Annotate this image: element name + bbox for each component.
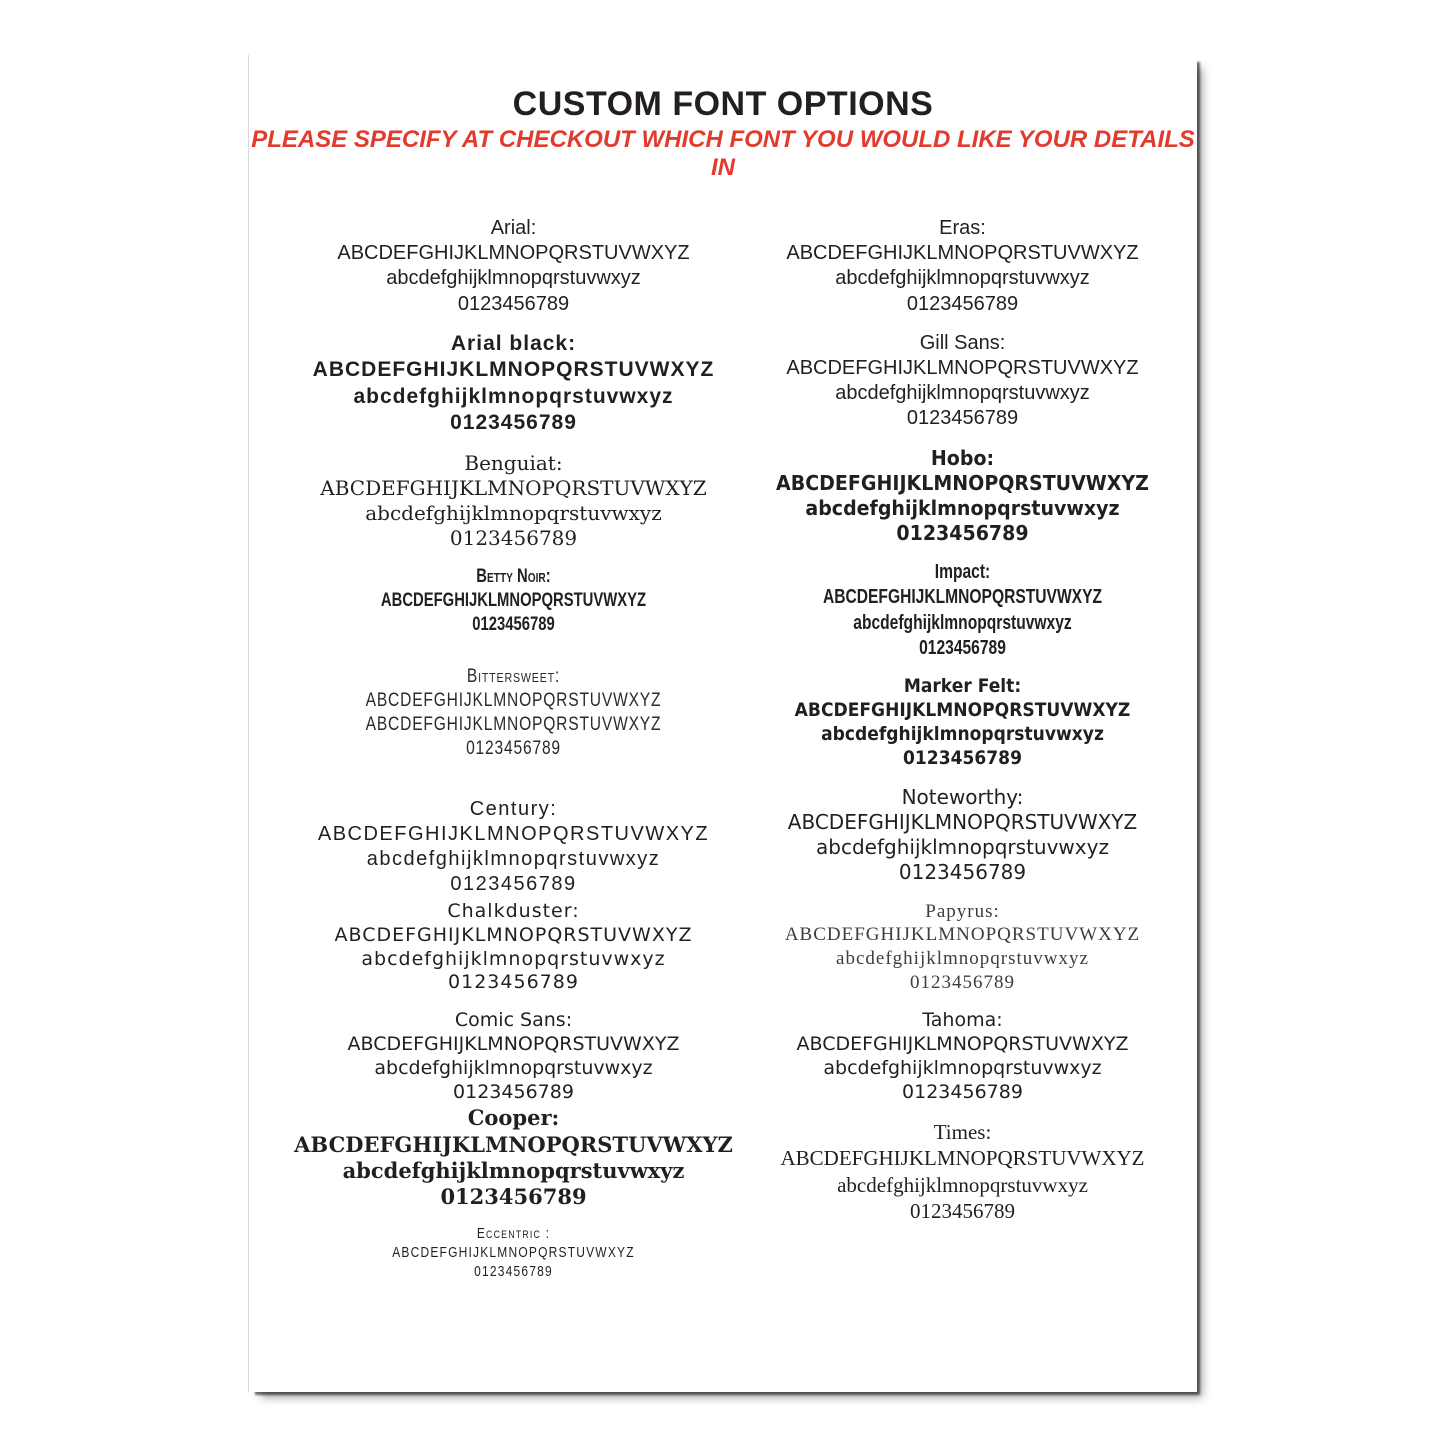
font-columns bbox=[249, 216, 1197, 1282]
font-sample-arial bbox=[289, 216, 738, 317]
font-sample-line: abcdefghijklmnopqrstuvwxyz bbox=[816, 835, 1109, 860]
page-subtitle: PLEASE SPECIFY AT CHECKOUT WHICH FONT YOU WOULD LIKE YOUR DETAILS IN bbox=[251, 126, 1195, 181]
font-sample-eras bbox=[738, 216, 1187, 317]
font-sample-times bbox=[738, 1119, 1187, 1225]
font-sample-lines bbox=[738, 471, 1187, 547]
font-name-label: Gill Sans: bbox=[919, 331, 1006, 354]
font-sample-noteworthy bbox=[738, 785, 1187, 886]
font-sample-lines bbox=[289, 689, 738, 761]
font-sample-line: abcdefghijklmnopqrstuvwxyz bbox=[361, 947, 666, 970]
font-sample-line: 0123456789 bbox=[448, 971, 579, 994]
font-name-label: Bittersweet: bbox=[466, 666, 561, 688]
font-sample-line: ABCDEFGHIJKLMNOPQRSTUVWXYZ bbox=[294, 1131, 733, 1157]
font-sample-line: 0123456789 bbox=[474, 1262, 553, 1280]
font-sample-line: ABCDEFGHIJKLMNOPQRSTUVWXYZ bbox=[380, 590, 647, 612]
font-sample-marker-felt bbox=[738, 675, 1187, 771]
font-name-label: Eccentric : bbox=[476, 1224, 551, 1242]
font-sample-line: ABCDEFGHIJKLMNOPQRSTUVWXYZ bbox=[787, 809, 1138, 834]
font-sample-hobo bbox=[738, 446, 1187, 547]
font-sample-line: ABCDEFGHIJKLMNOPQRSTUVWXYZ bbox=[312, 358, 715, 382]
font-sample-lines bbox=[738, 356, 1187, 432]
font-sample-line: abcdefghijklmnopqrstuvwxyz bbox=[366, 848, 661, 871]
font-name-label: Benguiat: bbox=[464, 450, 563, 475]
font-sample-line: abcdefghijklmnopqrstuvwxyz bbox=[821, 722, 1104, 745]
font-sample-benguiat bbox=[289, 451, 738, 552]
font-sample-line: 0123456789 bbox=[472, 614, 555, 636]
font-name-label: Arial: bbox=[490, 217, 537, 239]
font-sample-gill-sans bbox=[738, 331, 1187, 432]
font-sample-line: abcdefghijklmnopqrstuvwxyz bbox=[835, 382, 1090, 405]
font-sample-line: ABCDEFGHIJKLMNOPQRSTUVWXYZ bbox=[786, 356, 1139, 379]
font-name-label: Marker Felt: bbox=[903, 675, 1022, 697]
font-sample-lines bbox=[289, 924, 738, 996]
font-name-label: Arial black: bbox=[450, 331, 577, 355]
font-name-label: Comic Sans: bbox=[454, 1009, 573, 1032]
font-sample-line: ABCDEFGHIJKLMNOPQRSTUVWXYZ bbox=[822, 586, 1103, 609]
font-sample-line: 0123456789 bbox=[906, 407, 1019, 430]
document-page bbox=[248, 55, 1197, 1392]
font-sample-bittersweet bbox=[289, 665, 738, 761]
font-sample-line: abcdefghijklmnopqrstuvwxyz bbox=[342, 1158, 685, 1184]
font-sample-line: 0123456789 bbox=[440, 1184, 587, 1210]
font-sample-line: abcdefghijklmnopqrstuvwxyz bbox=[836, 948, 1089, 970]
font-sample-line: 0123456789 bbox=[457, 292, 570, 315]
font-sample-line: abcdefghijklmnopqrstuvwxyz bbox=[835, 267, 1090, 290]
font-name-label: Impact: bbox=[934, 561, 991, 584]
font-name-label: Times: bbox=[933, 1120, 992, 1144]
font-name-label: Chalkduster: bbox=[447, 899, 580, 922]
font-sample-lines bbox=[738, 699, 1187, 771]
font-sample-line: abcdefghijklmnopqrstuvwxyz bbox=[365, 500, 662, 525]
font-sample-lines bbox=[738, 810, 1187, 886]
font-sample-line: 0123456789 bbox=[450, 411, 577, 435]
font-sample-papyrus bbox=[738, 900, 1187, 996]
font-sample-lines bbox=[289, 1132, 738, 1211]
font-sample-line: abcdefghijklmnopqrstuvwxyz bbox=[374, 1057, 653, 1080]
font-sample-line: ABCDEFGHIJKLMNOPQRSTUVWXYZ bbox=[780, 1146, 1145, 1171]
font-column-right bbox=[738, 216, 1187, 1282]
font-name-label: Eras: bbox=[939, 217, 986, 239]
font-name-label: Tahoma: bbox=[922, 1009, 1003, 1032]
font-sample-line: ABCDEFGHIJKLMNOPQRSTUVWXYZ bbox=[776, 470, 1149, 495]
font-sample-line: ABCDEFGHIJKLMNOPQRSTUVWXYZ bbox=[365, 714, 662, 735]
font-sample-line: ABCDEFGHIJKLMNOPQRSTUVWXYZ bbox=[317, 823, 710, 846]
font-sample-line: ABCDEFGHIJKLMNOPQRSTUVWXYZ bbox=[784, 924, 1141, 946]
font-sample-line: 0123456789 bbox=[896, 521, 1029, 546]
font-sample-lines bbox=[738, 1145, 1187, 1224]
font-sample-line: ABCDEFGHIJKLMNOPQRSTUVWXYZ bbox=[365, 690, 662, 712]
font-sample-betty-noir bbox=[289, 565, 738, 637]
font-sample-line: abcdefghijklmnopqrstuvwxyz bbox=[823, 1057, 1102, 1080]
font-sample-line: ABCDEFGHIJKLMNOPQRSTUVWXYZ bbox=[320, 475, 707, 500]
font-sample-eccentric bbox=[289, 1225, 738, 1282]
font-sample-line: 0123456789 bbox=[910, 1199, 1015, 1224]
font-sample-lines bbox=[738, 923, 1187, 995]
font-sample-line: ABCDEFGHIJKLMNOPQRSTUVWXYZ bbox=[796, 1033, 1129, 1056]
font-sample-lines bbox=[289, 1244, 738, 1282]
font-sample-line: 0123456789 bbox=[903, 746, 1022, 769]
font-sample-cooper bbox=[289, 1105, 738, 1211]
font-sample-line: 0123456789 bbox=[466, 737, 561, 759]
font-sample-lines bbox=[289, 241, 738, 317]
font-sample-comic-sans bbox=[289, 1009, 738, 1105]
font-sample-impact bbox=[738, 560, 1187, 661]
font-name-label: Century: bbox=[469, 797, 558, 820]
font-sample-line: 0123456789 bbox=[919, 636, 1006, 659]
font-sample-arial-black bbox=[289, 331, 738, 437]
font-sample-lines bbox=[738, 1033, 1187, 1105]
font-sample-line: abcdefghijklmnopqrstuvwxyz bbox=[837, 1172, 1088, 1197]
font-sample-line: 0123456789 bbox=[453, 1081, 574, 1104]
font-sample-line: ABCDEFGHIJKLMNOPQRSTUVWXYZ bbox=[786, 242, 1139, 265]
font-sample-line: abcdefghijklmnopqrstuvwxyz bbox=[386, 267, 641, 290]
font-sample-line: ABCDEFGHIJKLMNOPQRSTUVWXYZ bbox=[337, 242, 690, 265]
font-sample-line: abcdefghijklmnopqrstuvwxyz bbox=[353, 384, 674, 408]
font-sample-line: ABCDEFGHIJKLMNOPQRSTUVWXYZ bbox=[392, 1243, 635, 1261]
font-sample-lines bbox=[738, 585, 1187, 661]
font-sample-lines bbox=[289, 476, 738, 552]
font-sample-line: 0123456789 bbox=[910, 972, 1015, 994]
font-sample-line: abcdefghijklmnopqrstuvwxyz bbox=[853, 611, 1072, 634]
font-sample-line: 0123456789 bbox=[906, 292, 1019, 315]
font-sample-century bbox=[289, 797, 738, 898]
font-sample-lines bbox=[289, 357, 738, 436]
font-sample-lines bbox=[738, 241, 1187, 317]
font-column-left bbox=[289, 216, 738, 1282]
font-name-label: Papyrus: bbox=[925, 900, 1000, 922]
font-sample-line: 0123456789 bbox=[449, 526, 578, 551]
font-name-label: Hobo: bbox=[930, 445, 995, 470]
font-sample-line: 0123456789 bbox=[902, 1081, 1023, 1104]
font-sample-line: 0123456789 bbox=[898, 860, 1027, 885]
font-sample-line: ABCDEFGHIJKLMNOPQRSTUVWXYZ bbox=[794, 698, 1131, 721]
font-sample-line: abcdefghijklmnopqrstuvwxyz bbox=[805, 495, 1120, 520]
page-title: CUSTOM FONT OPTIONS bbox=[512, 85, 934, 123]
font-sample-tahoma bbox=[738, 1009, 1187, 1105]
font-sample-lines bbox=[289, 822, 738, 898]
font-name-label: Noteworthy: bbox=[901, 784, 1024, 809]
font-sample-line: 0123456789 bbox=[450, 873, 577, 896]
font-sample-lines bbox=[289, 1033, 738, 1105]
font-name-label: Cooper: bbox=[467, 1105, 560, 1131]
font-sample-chalkduster bbox=[289, 900, 738, 996]
font-sample-line: ABCDEFGHIJKLMNOPQRSTUVWXYZ bbox=[334, 923, 693, 946]
font-name-label: Betty Noir: bbox=[476, 566, 551, 588]
font-sample-line: ABCDEFGHIJKLMNOPQRSTUVWXYZ bbox=[347, 1033, 680, 1056]
font-sample-lines bbox=[289, 589, 738, 637]
